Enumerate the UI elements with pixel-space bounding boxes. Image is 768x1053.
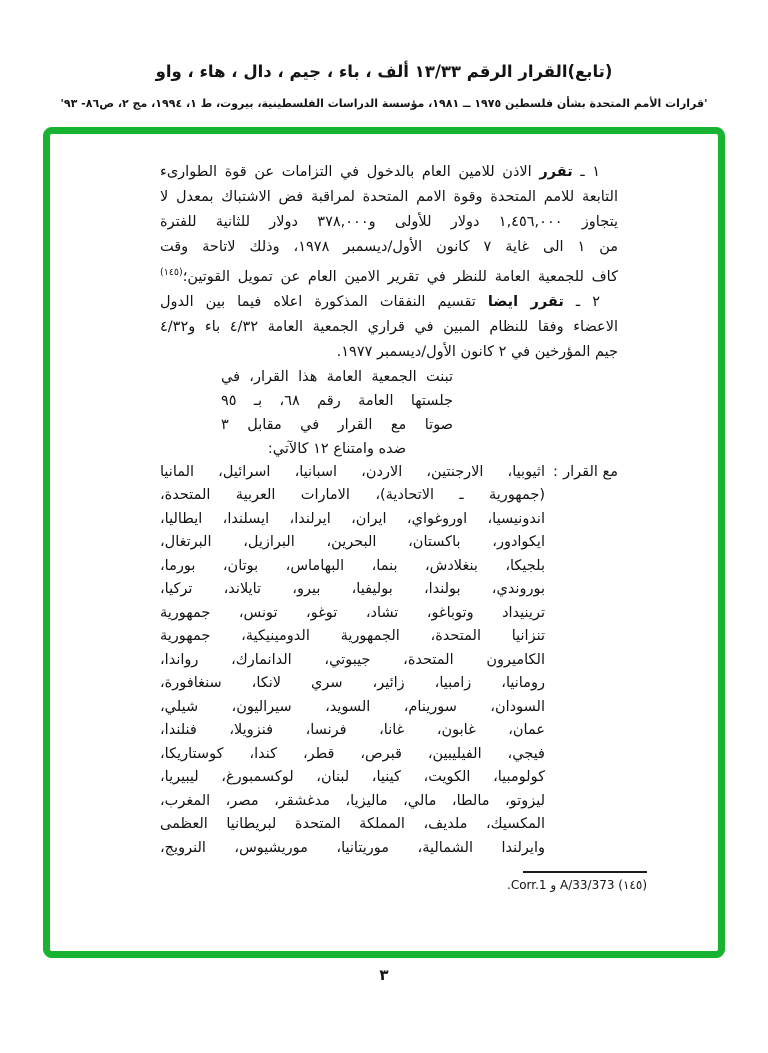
text-line: التابعة للامم المتحدة وقوة الامم المتحدة لمراقبة فض الاشتباك بمعدل لا	[160, 189, 618, 205]
footnote-reference-marker: (١٤٥)	[160, 267, 183, 278]
text-line: يتجاوز ١,٤٥٦,٠٠٠ دولار للأولى و٣٧٨,٠٠٠ دولار للثانية للفترة	[160, 214, 619, 230]
document-title: (تابع)القرار الرقم ١٣/٣٣ ألف ، باء ، جيم ، دال ، هاء ، واو	[155, 62, 613, 81]
country-line: كولومبيا، الكويت، كينيا، لبنان، لوكسمبورغ، ليبيريا،	[160, 769, 545, 786]
country-line: (جمهورية ـ الاتحادية)، الامارات العربية المتحدة،	[160, 487, 545, 504]
vote-record	[160, 461, 618, 861]
country-line: رومانيا، زامبيا، زائير، سري لانكا، سنغافورة،	[160, 675, 545, 692]
clause-number: ٢ ـ	[575, 293, 601, 310]
clause-text: كاف للجمعية العامة للنظر في تقرير الامين العام عن تمويل القوتين؛	[182, 268, 618, 285]
clause-lead-word: تقرر ايضا	[487, 293, 564, 310]
footnote	[467, 871, 647, 892]
countries-in-favour-list	[160, 461, 545, 861]
country-line: اندونيسيا، اوروغواي، ايران، ايرلندا، ايسلندا، ايطاليا،	[160, 510, 545, 527]
vote-label-cell	[545, 461, 618, 861]
footnote-text: (١٤٥) A/33/373 و Corr.1.	[507, 878, 647, 892]
clause-text: الاذن للامين العام بالدخول في التزامات عن قوة الطوارىء	[160, 164, 532, 180]
text-line	[160, 260, 618, 290]
country-line: ترينيداد وتوباغو، تشاد، توغو، تونس، جمهورية	[160, 604, 545, 621]
text-line: صوتا مع القرار في مقابل ٣	[221, 416, 453, 433]
source-citation: 'قرارات الأمم المتحدة بشأن فلسطين ١٩٧٥ ــ ١٩٨١، مؤسسة الدراسات الفلسطينية، بيروت، ط ١، ١٩٩٤، مج ٢، ص٨٦- ٩٣'	[60, 97, 708, 110]
text-line: الاعضاء وفقا للنظام المبين في قراري الجمعية العامة ٤/٣٢ باء و٤/٣٢	[160, 318, 618, 335]
country-line: وايرلندا الشمالية، موريتانيا، موريشيوس، النرويج،	[160, 839, 545, 856]
resolution-body	[160, 160, 618, 860]
country-line: ليزوتو، مالطا، مالي، ماليزيا، مدغشقر، مصر، المغرب،	[160, 792, 545, 809]
text-line: ضده وامتناع ١٢ كالآتي:	[267, 440, 407, 457]
vote-label-colon: :	[553, 463, 558, 480]
clause-lead-word: تقرر	[539, 164, 573, 180]
country-line: المكسيك، ملديف، المملكة المتحدة لبريطانيا العظمى	[160, 816, 545, 833]
text-line: تبنت الجمعية العامة هذا القرار، في	[221, 368, 453, 385]
country-line: اثيوبيا، الارجنتين، الاردن، اسبانيا، اسرائيل، المانيا	[160, 463, 545, 480]
green-highlight-box	[43, 127, 725, 958]
text-line: جلستها العامة رقم ٦٨، بـ ٩٥	[221, 392, 453, 409]
country-line: بوروندي، بولندا، بوليفيا، بيرو، تايلاند، تركيا،	[160, 581, 545, 598]
adoption-note	[221, 365, 453, 461]
clause-number: ١ ـ	[580, 164, 601, 180]
footnote-separator-rule	[523, 871, 647, 873]
text-line	[160, 290, 618, 315]
text-line: من ١ الى غاية ٧ كانون الأول/ديسمبر ١٩٧٨، وذلك لاتاحة وقت	[160, 239, 618, 255]
country-line: بلجيكا، بنغلادش، بنما، البهاماس، بوتان، بورما،	[160, 557, 545, 574]
country-line: ايكوادور، باكستان، البحرين، البرازيل، البرتغال،	[160, 534, 545, 551]
country-line: السودان، سورينام، السويد، سيراليون، شيلي،	[160, 698, 545, 715]
text-line	[160, 160, 618, 185]
page-number: ٣	[379, 966, 389, 984]
clause-1	[160, 160, 618, 290]
country-line: تنزانيا المتحدة، الجمهورية الدومينيكية، جمهورية	[160, 628, 545, 645]
clause-2	[160, 290, 618, 365]
clause-text: تقسيم النفقات المذكورة اعلاه فيما بين الدول	[160, 293, 476, 310]
country-line: الكاميرون المتحدة، جيبوتي، الدانمارك، رواندا،	[160, 651, 545, 668]
country-line: عمان، غابون، غانا، فرنسا، فنزويلا، فنلندا،	[160, 722, 545, 739]
vote-label: مع القرار	[563, 463, 618, 480]
country-line: فيجي، الفيليبين، قبرص، قطر، كندا، كوستاريكا،	[160, 745, 545, 762]
text-line: جيم المؤرخين في ٢ كانون الأول/ديسمبر ١٩٧٧.	[336, 343, 618, 360]
